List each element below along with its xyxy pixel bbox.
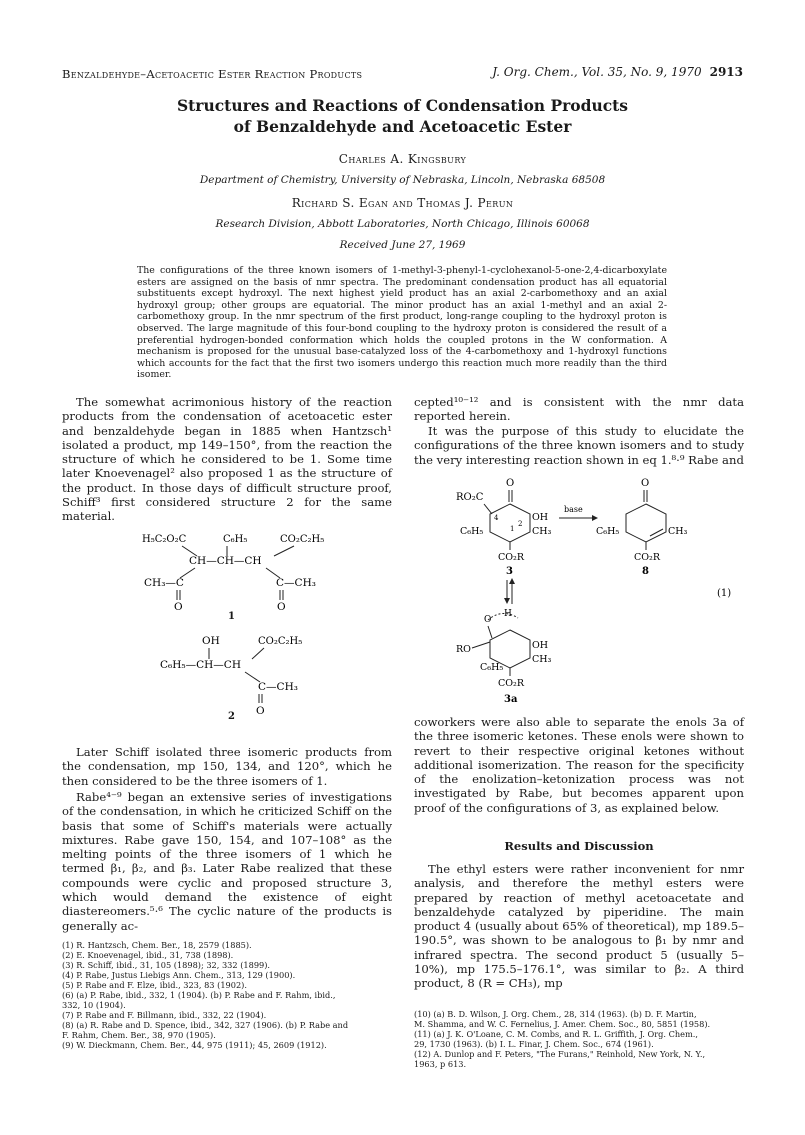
structure-2 xyxy=(62,630,392,720)
running-title: Benzaldehyde–Acetoacetic Ester Reaction Products xyxy=(62,67,363,81)
reference: (8) (a) R. Rabe and D. Spence, ibid., 342, 327 (1906). (b) P. Rabe and xyxy=(62,1020,349,1030)
reference: (6) (a) P. Rabe, ibid., 332, 1 (1904). (b) P. Rabe and F. Rahm, ibid., xyxy=(62,990,336,1000)
reference: 1963, p 613. xyxy=(414,1059,467,1069)
reference: (10) (a) B. D. Wilson, J. Org. Chem., 28, 314 (1963). (b) D. F. Martin, xyxy=(414,1009,697,1019)
affiliation-2: Research Division, Abbott Laboratories, North Chicago, Illinois 60068 xyxy=(215,218,590,230)
structure-2-hydroxyl: OH xyxy=(202,635,220,647)
structure-2-oxygen: O xyxy=(256,705,265,717)
carbonyl-oxygen-3: O xyxy=(506,478,515,489)
equation-1-scheme xyxy=(414,470,749,710)
structure-1-oxygen-right: O xyxy=(277,601,286,613)
alkoxy-group-3a: RO xyxy=(456,644,471,655)
hydroxyl-3a: OH xyxy=(532,640,549,651)
ring-position-1: 1 xyxy=(510,525,515,533)
received-date: Received June 27, 1969 xyxy=(339,239,466,251)
phenyl-8: C₆H₅ xyxy=(596,526,620,537)
structure-1-chain: CH—CH—CH xyxy=(189,555,262,567)
ring-position-2: 2 xyxy=(518,520,523,528)
structure-1-acetyl-right: C—CH₃ xyxy=(276,577,316,589)
arrow-label-base: base xyxy=(564,505,583,514)
structure-2-chain: C₆H₅—CH—CH xyxy=(160,659,241,671)
author-1: Charles A. Kingsbury xyxy=(338,152,467,166)
title-line-1: Structures and Reactions of Condensation Products xyxy=(176,96,629,115)
structure-2-label: 2 xyxy=(228,711,235,722)
author-2: Richard S. Egan and Thomas J. Perun xyxy=(291,196,514,210)
methyl-3: CH₃ xyxy=(532,526,552,537)
hydroxyl-3: OH xyxy=(532,512,549,523)
reference: (9) W. Dieckmann, Chem. Ber., 44, 975 (1911); 45, 2609 (1912). xyxy=(62,1040,327,1050)
page-number: 2913 xyxy=(709,65,743,79)
reference: M. Shamma, and W. C. Fernelius, J. Amer. Chem. Soc., 80, 5851 (1958). xyxy=(414,1019,711,1029)
structure-2-acetyl: C—CH₃ xyxy=(258,681,298,693)
ester-lower-8: CO₂R xyxy=(634,552,661,563)
ester-lower-3a: CO₂R xyxy=(498,678,525,689)
carbonyl-oxygen-8: O xyxy=(641,478,650,489)
phenyl-3: C₆H₅ xyxy=(460,526,484,537)
right-paragraph-3: coworkers were also able to separate the enols 3a of the three isomeric ketones. These enols were shown to revert to their respective original ketones without additional isomerization. The reason for the specificity of the enolization–ketonization process was not investigated by Rabe, but becomes apparent upon proof of the configurations of 3, as explained below. xyxy=(414,715,744,815)
enol-oxygen: O xyxy=(484,615,492,625)
article-title xyxy=(0,95,805,137)
reference: (2) E. Knoevenagel, ibid., 31, 738 (1898). xyxy=(62,950,234,960)
journal-header xyxy=(492,65,743,79)
ester-lower-3: CO₂R xyxy=(498,552,525,563)
structure-2-ester: CO₂C₂H₅ xyxy=(258,636,303,647)
methyl-8: CH₃ xyxy=(668,526,688,537)
references-left xyxy=(62,940,397,1050)
right-paragraph-1: cepted¹⁰⁻¹² and is consistent with the nmr data reported herein. xyxy=(414,395,744,424)
affiliation-1: Department of Chemistry, University of Nebraska, Lincoln, Nebraska 68508 xyxy=(199,174,606,186)
left-paragraph-2: Later Schiff isolated three isomeric products from the condensation, mp 150, 134, and 120°, which he then considered to be the three isomers of 1. xyxy=(62,745,392,788)
methyl-3a: CH₃ xyxy=(532,654,552,665)
structure-1-label: 1 xyxy=(228,611,235,622)
compound-3a-label: 3a xyxy=(504,694,518,705)
right-paragraph-4: The ethyl esters were rather inconvenient for nmr analysis, and therefore the methyl esters were prepared by reaction of methyl acetoacetate and benzaldehyde catalyzed by piperidine. The main product 4 (usually about 65% of theoretical), mp 189.5–190.5°, was shown to be analogous to β₁ by nmr and infrared spectra. The second product 5 (usually 5–10%), mp 175.5–176.1°, was similar to β₂. A third product, 8 (R = CH₃), mp xyxy=(414,862,744,991)
structure-1-oxygen-left: O xyxy=(174,601,183,613)
equation-number: (1) xyxy=(717,588,732,599)
reference: 29, 1730 (1963). (b) I. L. Finar, J. Chem. Soc., 674 (1961). xyxy=(414,1039,654,1049)
abstract: The configurations of the three known isomers of 1-methyl-3-phenyl-1-cyclohexanol-5-one-2,4-dicarboxylate esters are assigned on the basis of nmr spectra. The predominant condensation product has all equatorial substituents except hydroxyl. The next highest yield product has an axial 2-carbomethoxy and an axial hydroxyl group; other groups are equatorial. The minor product has an axial 1-methyl and an axial 2-carbomethoxy group. In the nmr spectrum of the first product, long-range coupling to the hydroxyl proton is observed. The large magnitude of this four-bond coupling to the hydroxy proton is considered the result of a preferential hydrogen-bonded conformation which holds the coupled protons in the W conformation. A mechanism is proposed for the unusual base-catalyzed loss of the 4-carbomethoxy and 1-hydroxyl functions which accounts for the fact that the first two isomers undergo this reaction much more readily than the third isomer. xyxy=(137,265,667,381)
section-heading: Results and Discussion xyxy=(504,839,654,853)
reference: 332, 10 (1904). xyxy=(62,1000,126,1010)
right-paragraph-2: It was the purpose of this study to elucidate the configurations of the three known isomers and to study the very interesting reaction shown in eq 1.⁸·⁹ Rabe and xyxy=(414,424,744,467)
reference: (1) R. Hantzsch, Chem. Ber., 18, 2579 (1885). xyxy=(62,940,252,950)
reference: (11) (a) J. K. O'Loane, C. M. Combs, and R. L. Griffith, J. Org. Chem., xyxy=(414,1029,698,1039)
reference: (7) P. Rabe and F. Billmann, ibid., 332, 22 (1904). xyxy=(62,1010,267,1020)
references-right xyxy=(414,1009,749,1069)
ring-position-4: 4 xyxy=(494,514,499,522)
structure-1 xyxy=(62,522,392,622)
reference: F. Rahm, Chem. Ber., 38, 970 (1905). xyxy=(62,1030,216,1040)
reference: (3) R. Schiff, ibid., 31, 105 (1898); 32, 332 (1899). xyxy=(62,960,271,970)
title-line-2: of Benzaldehyde and Acetoacetic Ester xyxy=(233,117,572,136)
compound-8-label: 8 xyxy=(642,566,649,577)
structure-1-left-substituent: H₅C₂O₂C xyxy=(142,534,187,545)
left-paragraph-1: The somewhat acrimonious history of the reaction products from the condensation of acetoacetic ester and benzaldehyde began in 1885 when Hantzsch¹ isolated a product, mp 149–150°, from the reaction the structure of which he considered to be 1. Some time later Knoevenagel² also proposed 1 as the structure of the product. In those days of difficult structure proof, Schiff³ first considered structure 2 for the same material. xyxy=(62,395,392,524)
structure-1-right-substituent: CO₂C₂H₅ xyxy=(280,534,325,545)
enol-hydrogen: H xyxy=(504,609,512,619)
structure-1-acetyl-left: CH₃—C xyxy=(144,577,184,589)
structure-1-phenyl: C₆H₅ xyxy=(223,534,248,545)
left-paragraph-3: Rabe⁴⁻⁹ began an extensive series of investigations of the condensation, in which he criticized Schiff on the basis that some of Schiff's materials were actually mixtures. Rabe gave 150, 154, and 107–108° as the melting points of the three isomers of 1 which he termed β₁, β₂, and β₃. Later Rabe realized that these compounds were cyclic and proposed structure 3, which would demand the existence of eight diastereomers.⁵·⁶ The cyclic nature of the products is generally ac- xyxy=(62,790,392,933)
reference: (12) A. Dunlop and F. Peters, "The Furans," Reinhold, New York, N. Y., xyxy=(414,1049,706,1059)
reference: (5) P. Rabe and F. Elze, ibid., 323, 83 (1902). xyxy=(62,980,247,990)
phenyl-3a: C₆H₅ xyxy=(480,662,504,673)
ester-group-3: RO₂C xyxy=(456,492,484,503)
compound-3-label: 3 xyxy=(506,566,513,577)
journal-citation: J. Org. Chem., Vol. 35, No. 9, 1970 xyxy=(492,65,702,79)
reference: (4) P. Rabe, Justus Liebigs Ann. Chem., 313, 129 (1900). xyxy=(62,970,296,980)
